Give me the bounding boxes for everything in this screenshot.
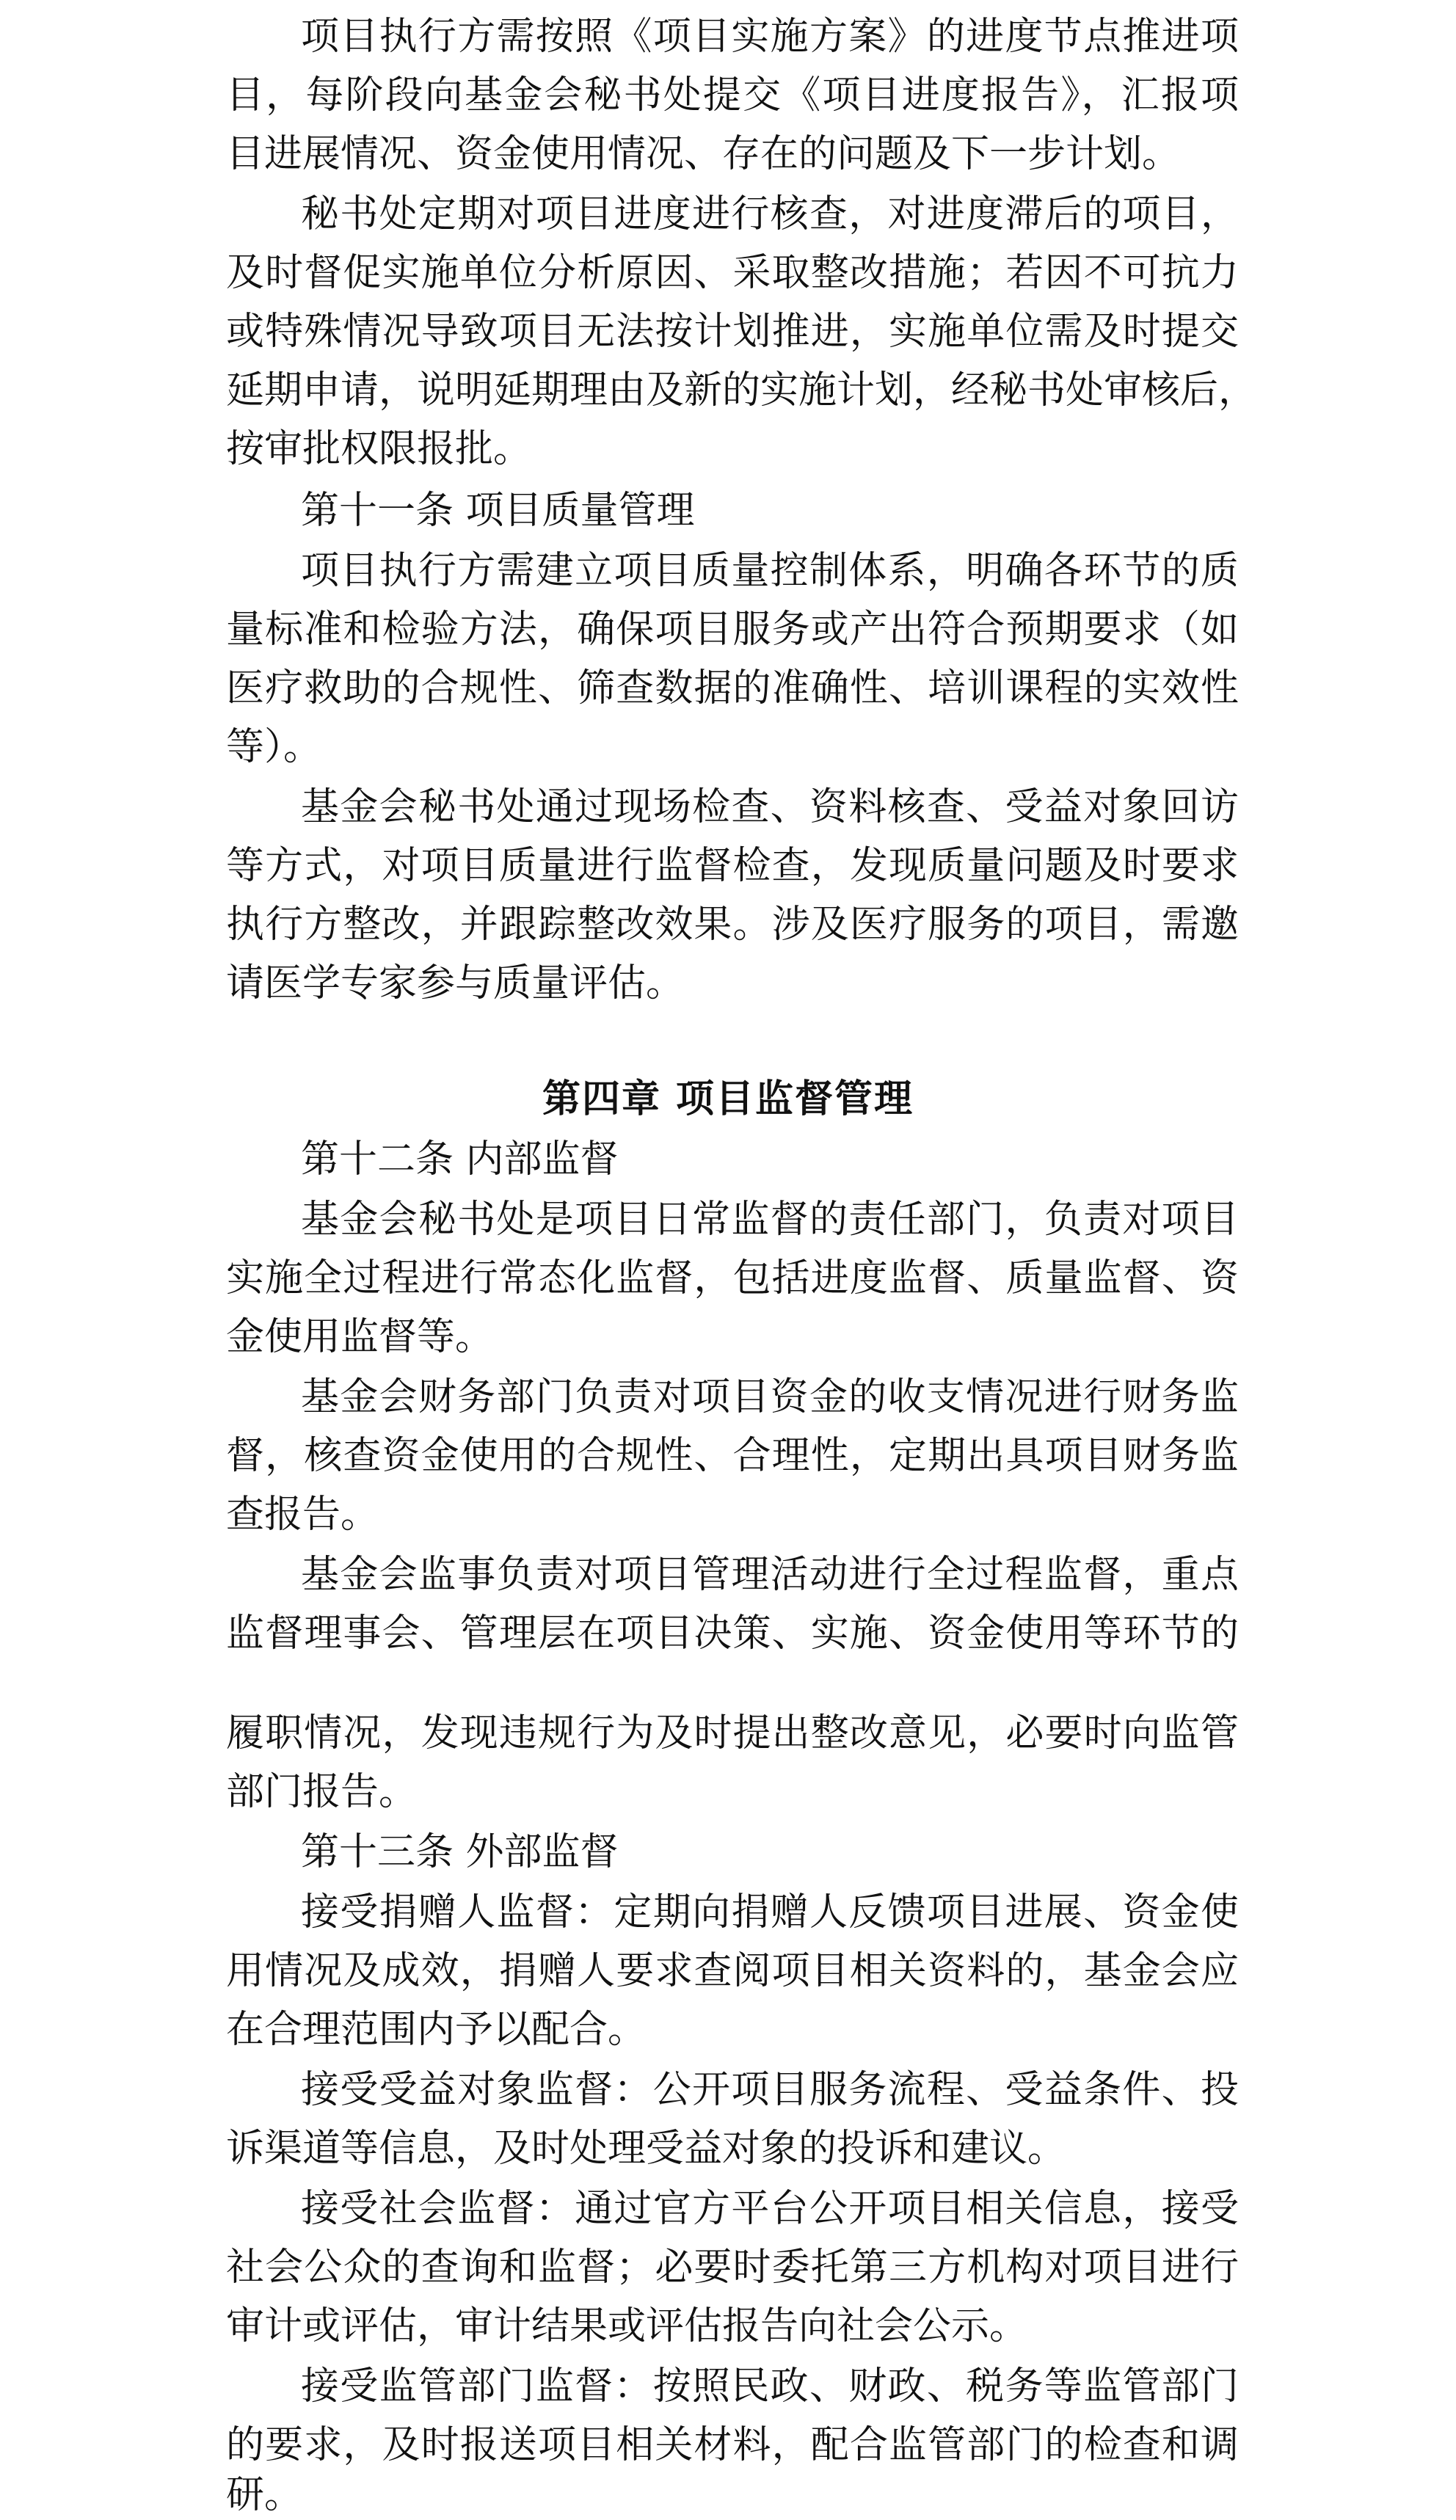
paragraph-line: 基金会财务部门负责对项目资金的收支情况进行财务监 <box>301 1375 1239 1419</box>
paragraph-line: 项目执行方需按照《项目实施方案》的进度节点推进项 <box>301 15 1239 59</box>
paragraph-line: 用情况及成效，捐赠人要求查阅项目相关资料的，基金会应 <box>226 1949 1239 1993</box>
paragraph-line: 目进展情况、资金使用情况、存在的问题及下一步计划。 <box>226 132 1181 176</box>
paragraph-line: 的要求，及时报送项目相关材料，配合监管部门的检查和调 <box>226 2423 1239 2467</box>
paragraph-line: 量标准和检验方法，确保项目服务或产出符合预期要求（如 <box>226 608 1239 652</box>
paragraph-line: 接受受益对象监督：公开项目服务流程、受益条件、投 <box>301 2068 1239 2112</box>
paragraph-line: 诉渠道等信息，及时处理受益对象的投诉和建议。 <box>226 2127 1066 2171</box>
paragraph-line: 监督理事会、管理层在项目决策、实施、资金使用等环节的 <box>226 1612 1239 1656</box>
paragraph-line: 或特殊情况导致项目无法按计划推进，实施单位需及时提交 <box>226 310 1239 354</box>
paragraph-line: 金使用监督等。 <box>226 1315 494 1359</box>
paragraph-line: 执行方整改，并跟踪整改效果。涉及医疗服务的项目，需邀 <box>226 903 1239 947</box>
paragraph-line: 秘书处定期对项目进度进行核查，对进度滞后的项目， <box>301 192 1239 236</box>
paragraph-line: 研。 <box>226 2473 303 2517</box>
paragraph-line: 等方式，对项目质量进行监督检查，发现质量问题及时要求 <box>226 844 1239 888</box>
paragraph-line: 基金会监事负责对项目管理活动进行全过程监督，重点 <box>301 1553 1239 1597</box>
article-heading: 第十二条 内部监督 <box>301 1137 619 1181</box>
chapter-heading: 第四章 项目监督管理 <box>542 1077 914 1121</box>
paragraph-line: 履职情况，发现违规行为及时提出整改意见，必要时向监管 <box>226 1711 1239 1755</box>
paragraph-line: 接受社会监督：通过官方平台公开项目相关信息，接受 <box>301 2187 1239 2231</box>
paragraph-line: 基金会秘书处是项目日常监督的责任部门，负责对项目 <box>301 1198 1239 1242</box>
paragraph-line: 项目执行方需建立项目质量控制体系，明确各环节的质 <box>301 549 1239 593</box>
paragraph-line: 等）。 <box>226 725 322 769</box>
paragraph-line: 医疗救助的合规性、筛查数据的准确性、培训课程的实效性 <box>226 666 1239 710</box>
paragraph-line: 目，每阶段向基金会秘书处提交《项目进度报告》，汇报项 <box>226 73 1239 117</box>
paragraph-line: 实施全过程进行常态化监督，包括进度监督、质量监督、资 <box>226 1256 1239 1300</box>
paragraph-line: 接受捐赠人监督：定期向捐赠人反馈项目进展、资金使 <box>301 1890 1239 1934</box>
paragraph-line: 按审批权限报批。 <box>226 427 532 471</box>
paragraph-line: 督，核查资金使用的合规性、合理性，定期出具项目财务监 <box>226 1434 1239 1478</box>
article-heading: 第十一条 项目质量管理 <box>301 489 695 533</box>
paragraph-line: 及时督促实施单位分析原因、采取整改措施；若因不可抗力 <box>226 251 1239 295</box>
paragraph-line: 在合理范围内予以配合。 <box>226 2008 647 2052</box>
article-heading: 第十三条 外部监督 <box>301 1830 619 1874</box>
paragraph-line: 延期申请，说明延期理由及新的实施计划，经秘书处审核后， <box>226 368 1257 412</box>
paragraph-line: 请医学专家参与质量评估。 <box>226 961 685 1005</box>
paragraph-line: 查报告。 <box>226 1493 379 1537</box>
paragraph-line: 部门报告。 <box>226 1770 418 1814</box>
paragraph-line: 社会公众的查询和监督；必要时委托第三方机构对项目进行 <box>226 2246 1239 2290</box>
paragraph-line: 审计或评估，审计结果或评估报告向社会公示。 <box>226 2304 1028 2348</box>
paragraph-line: 基金会秘书处通过现场检查、资料核查、受益对象回访 <box>301 785 1239 829</box>
paragraph-line: 接受监管部门监督：按照民政、财政、税务等监管部门 <box>301 2364 1239 2408</box>
